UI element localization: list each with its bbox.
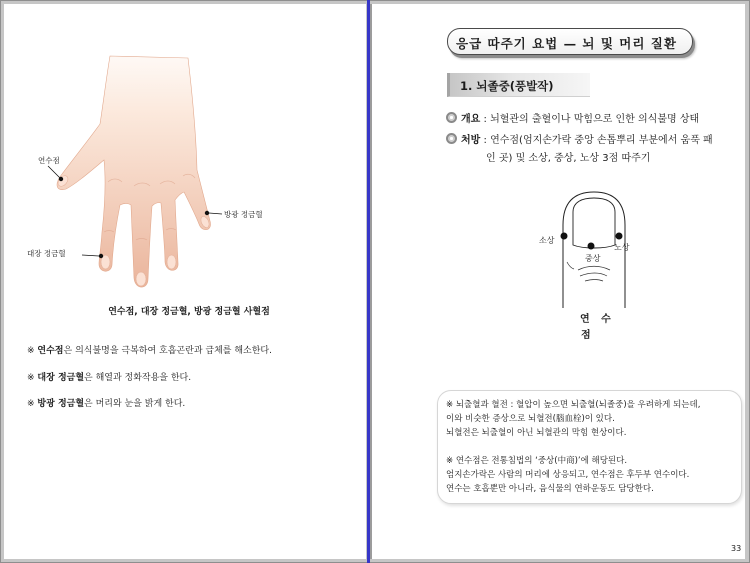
bangwang-pointer-line bbox=[209, 213, 222, 214]
yeonsu-point-label: 연수점 bbox=[38, 156, 60, 165]
daejang-pointer-line bbox=[82, 255, 99, 256]
bullet-icon bbox=[446, 112, 457, 123]
daejang-point-label: 대장 정금혈 bbox=[27, 249, 66, 258]
bangwang-point-label: 방광 정금혈 bbox=[224, 210, 263, 219]
item-label: 처방 bbox=[461, 135, 481, 146]
list-item bbox=[446, 112, 699, 126]
right-page bbox=[372, 4, 745, 559]
note-mark: ※ bbox=[27, 346, 35, 356]
note-term: 연수점 bbox=[37, 346, 64, 356]
sosang-point-marker bbox=[561, 233, 568, 240]
item-label: 개요 bbox=[461, 114, 481, 125]
left-note bbox=[27, 346, 272, 357]
jungsang-point-label: 중상 bbox=[585, 254, 601, 263]
ring-nail bbox=[167, 255, 176, 269]
note-line: ※ 뇌출혈과 혈전 : 혈압이 높으면 뇌출혈(뇌졸중)을 우려하게 되는데, bbox=[446, 400, 701, 410]
note-line: 뇌혈전은 뇌출혈이 아닌 뇌혈관의 막힘 현상이다. bbox=[446, 428, 627, 438]
thumb-diagram-caption: 연 수 bbox=[580, 314, 615, 325]
note-term: 방광 정금혈 bbox=[37, 399, 85, 409]
note-paragraph bbox=[446, 454, 741, 496]
sosang-point-label: 소상 bbox=[539, 236, 555, 245]
note-paragraph bbox=[446, 398, 741, 440]
hand-illustration bbox=[4, 4, 366, 304]
bangwang-point-marker bbox=[205, 211, 209, 215]
jungsang-point-marker bbox=[588, 243, 595, 250]
hand-figure-caption: 연수점, 대장 정금혈, 방광 정금혈 사혈점 bbox=[108, 307, 270, 317]
daejang-point-marker bbox=[99, 254, 103, 258]
thumb-diagram-caption: 점 bbox=[581, 330, 591, 341]
section-title: 1. 뇌졸중(풍발작) bbox=[460, 79, 554, 93]
middle-nail bbox=[136, 272, 146, 286]
left-page bbox=[4, 4, 366, 559]
item-text: : 뇌혈관의 출혈이나 막힘으로 인한 의식불명 상태 bbox=[483, 114, 700, 125]
chapter-header-title: 응급 따주기 요법 — 뇌 및 머리 질환 bbox=[456, 36, 677, 51]
note-text: 은 의식불명을 극복하여 호흡곤란과 급체를 해소한다. bbox=[63, 346, 272, 356]
note-term: 대장 정금혈 bbox=[37, 373, 85, 383]
left-note bbox=[27, 373, 191, 384]
nosang-point-label: 노상 bbox=[614, 243, 630, 252]
item-text-continuation: 인 곳) 및 소상, 중상, 노상 3점 따주기 bbox=[486, 153, 651, 164]
note-text: 은 해열과 정화작용을 한다. bbox=[84, 373, 192, 383]
bullet-icon bbox=[446, 133, 457, 144]
note-line: ※ 연수점은 전통침법의 ‘중상(中商)’에 해당된다. bbox=[446, 456, 628, 466]
note-line: 엄지손가락은 사람의 머리에 상응되고, 연수점은 후두부 연수이다. bbox=[446, 470, 690, 480]
section-heading-bar bbox=[447, 73, 590, 97]
thumb-creases bbox=[567, 262, 610, 281]
note-line: 이와 비슷한 증상으로 뇌혈전(腦血栓)이 있다. bbox=[446, 414, 615, 424]
nosang-point-marker bbox=[616, 233, 623, 240]
note-line: 연수는 호흡뿐만 아니라, 음식물의 연하운동도 담당한다. bbox=[446, 484, 654, 494]
chapter-header-banner bbox=[447, 28, 693, 55]
item-text: : 연수점(엄지손가락 중앙 손톱뿌리 부분에서 움푹 패 bbox=[483, 135, 713, 146]
list-item bbox=[446, 133, 713, 147]
note-box bbox=[437, 390, 742, 504]
hand-shape bbox=[57, 56, 210, 287]
page-number: 33 bbox=[731, 544, 742, 553]
yeonsu-pointer-line bbox=[48, 166, 60, 178]
left-note bbox=[27, 399, 185, 410]
note-mark: ※ bbox=[27, 373, 35, 383]
yeonsu-point-marker bbox=[59, 177, 63, 181]
thumb-nail-outline bbox=[573, 198, 615, 248]
note-mark: ※ bbox=[27, 399, 35, 409]
note-text: 은 머리와 눈을 밝게 한다. bbox=[84, 399, 186, 409]
